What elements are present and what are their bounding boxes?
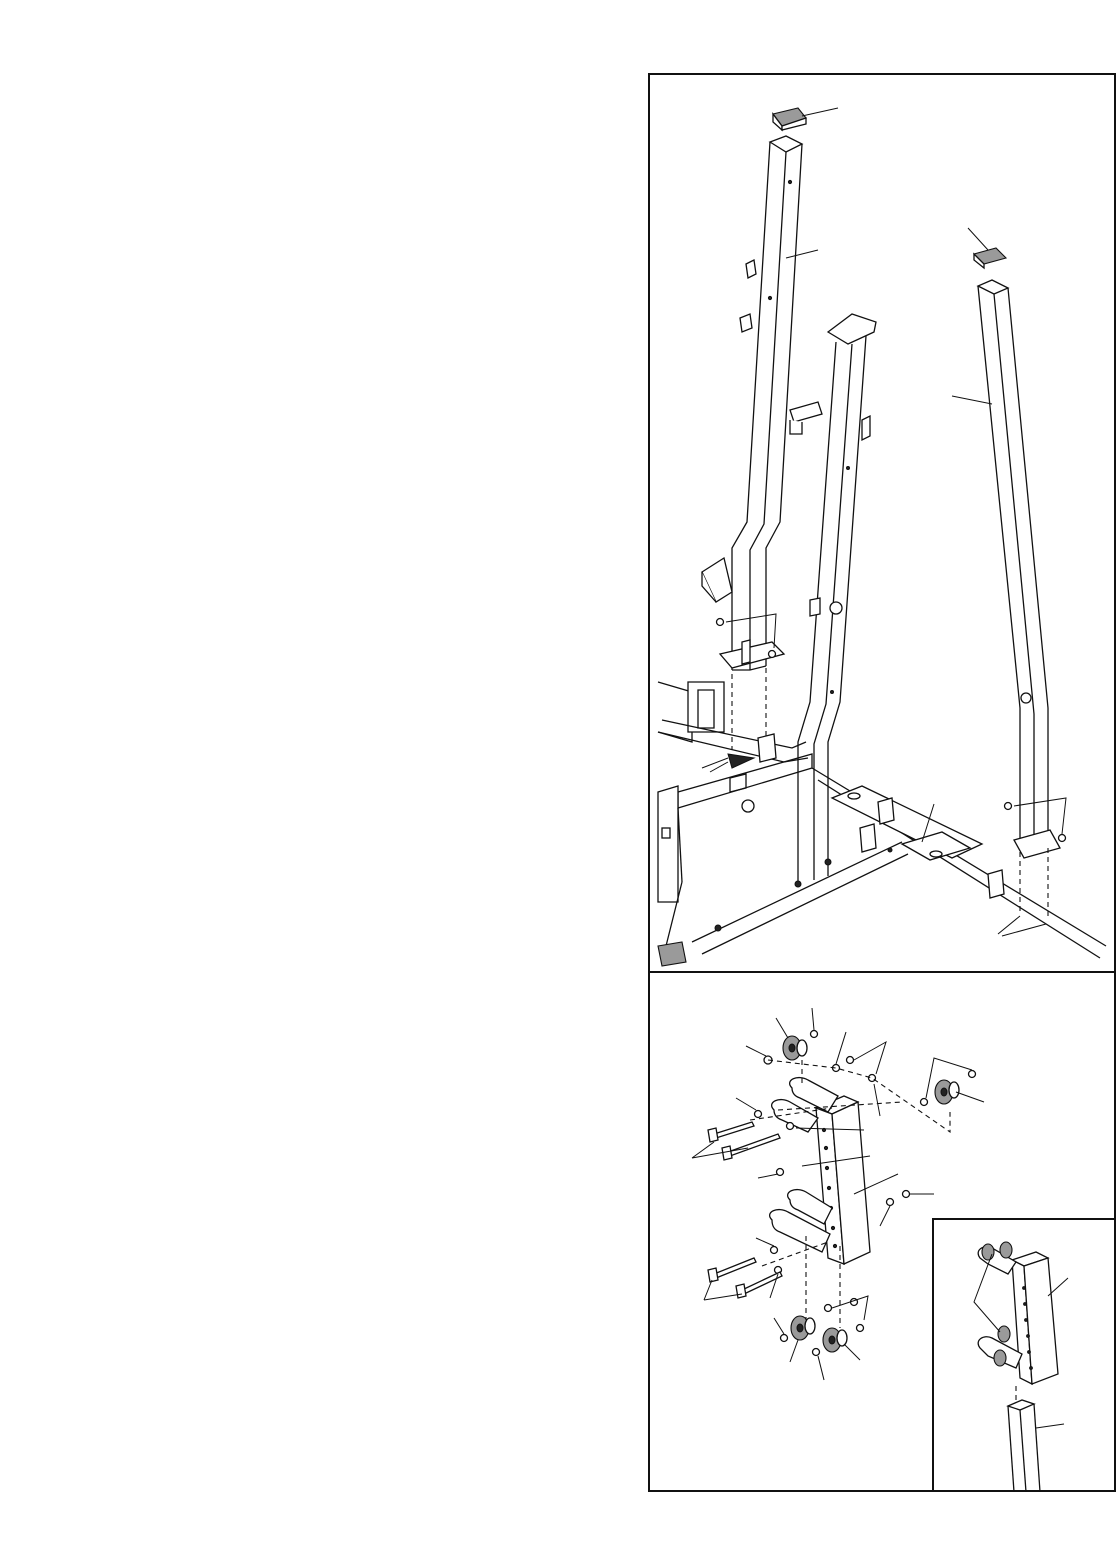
pulley-top-left [783,1036,807,1060]
leader-nuts-right [1014,798,1066,834]
right-upright [978,280,1060,858]
nut-left-a [717,619,724,626]
bracket-left [702,558,732,602]
end-cap-left [773,108,806,130]
nut-left-b [769,651,776,658]
nut-right-a [1005,803,1012,810]
leader-end-cap-right [968,228,988,250]
left-upright [720,136,802,670]
leader-left-upright [786,250,818,258]
leader-end-cap-left [802,108,838,116]
arrow-left [728,754,754,768]
nut-right-b [1059,835,1066,842]
pulley-top-right [935,1080,959,1104]
pulley-bottom-left [791,1316,815,1340]
base-frame [658,682,1106,966]
upright-assembly-panel [648,73,1116,973]
assembled-bracket [978,1242,1058,1384]
detail-inset-panel [932,1218,1116,1492]
upright-assembly-diagram [650,75,1116,975]
end-cap-right [974,248,1006,268]
pulley-bottom-right [823,1328,847,1352]
leader-arrows-left [702,758,728,772]
detail-inset-diagram [934,1220,1116,1494]
leader-right-upright [952,396,992,404]
inset-upright [1008,1400,1040,1492]
leader-inset-upright [1036,1424,1064,1428]
